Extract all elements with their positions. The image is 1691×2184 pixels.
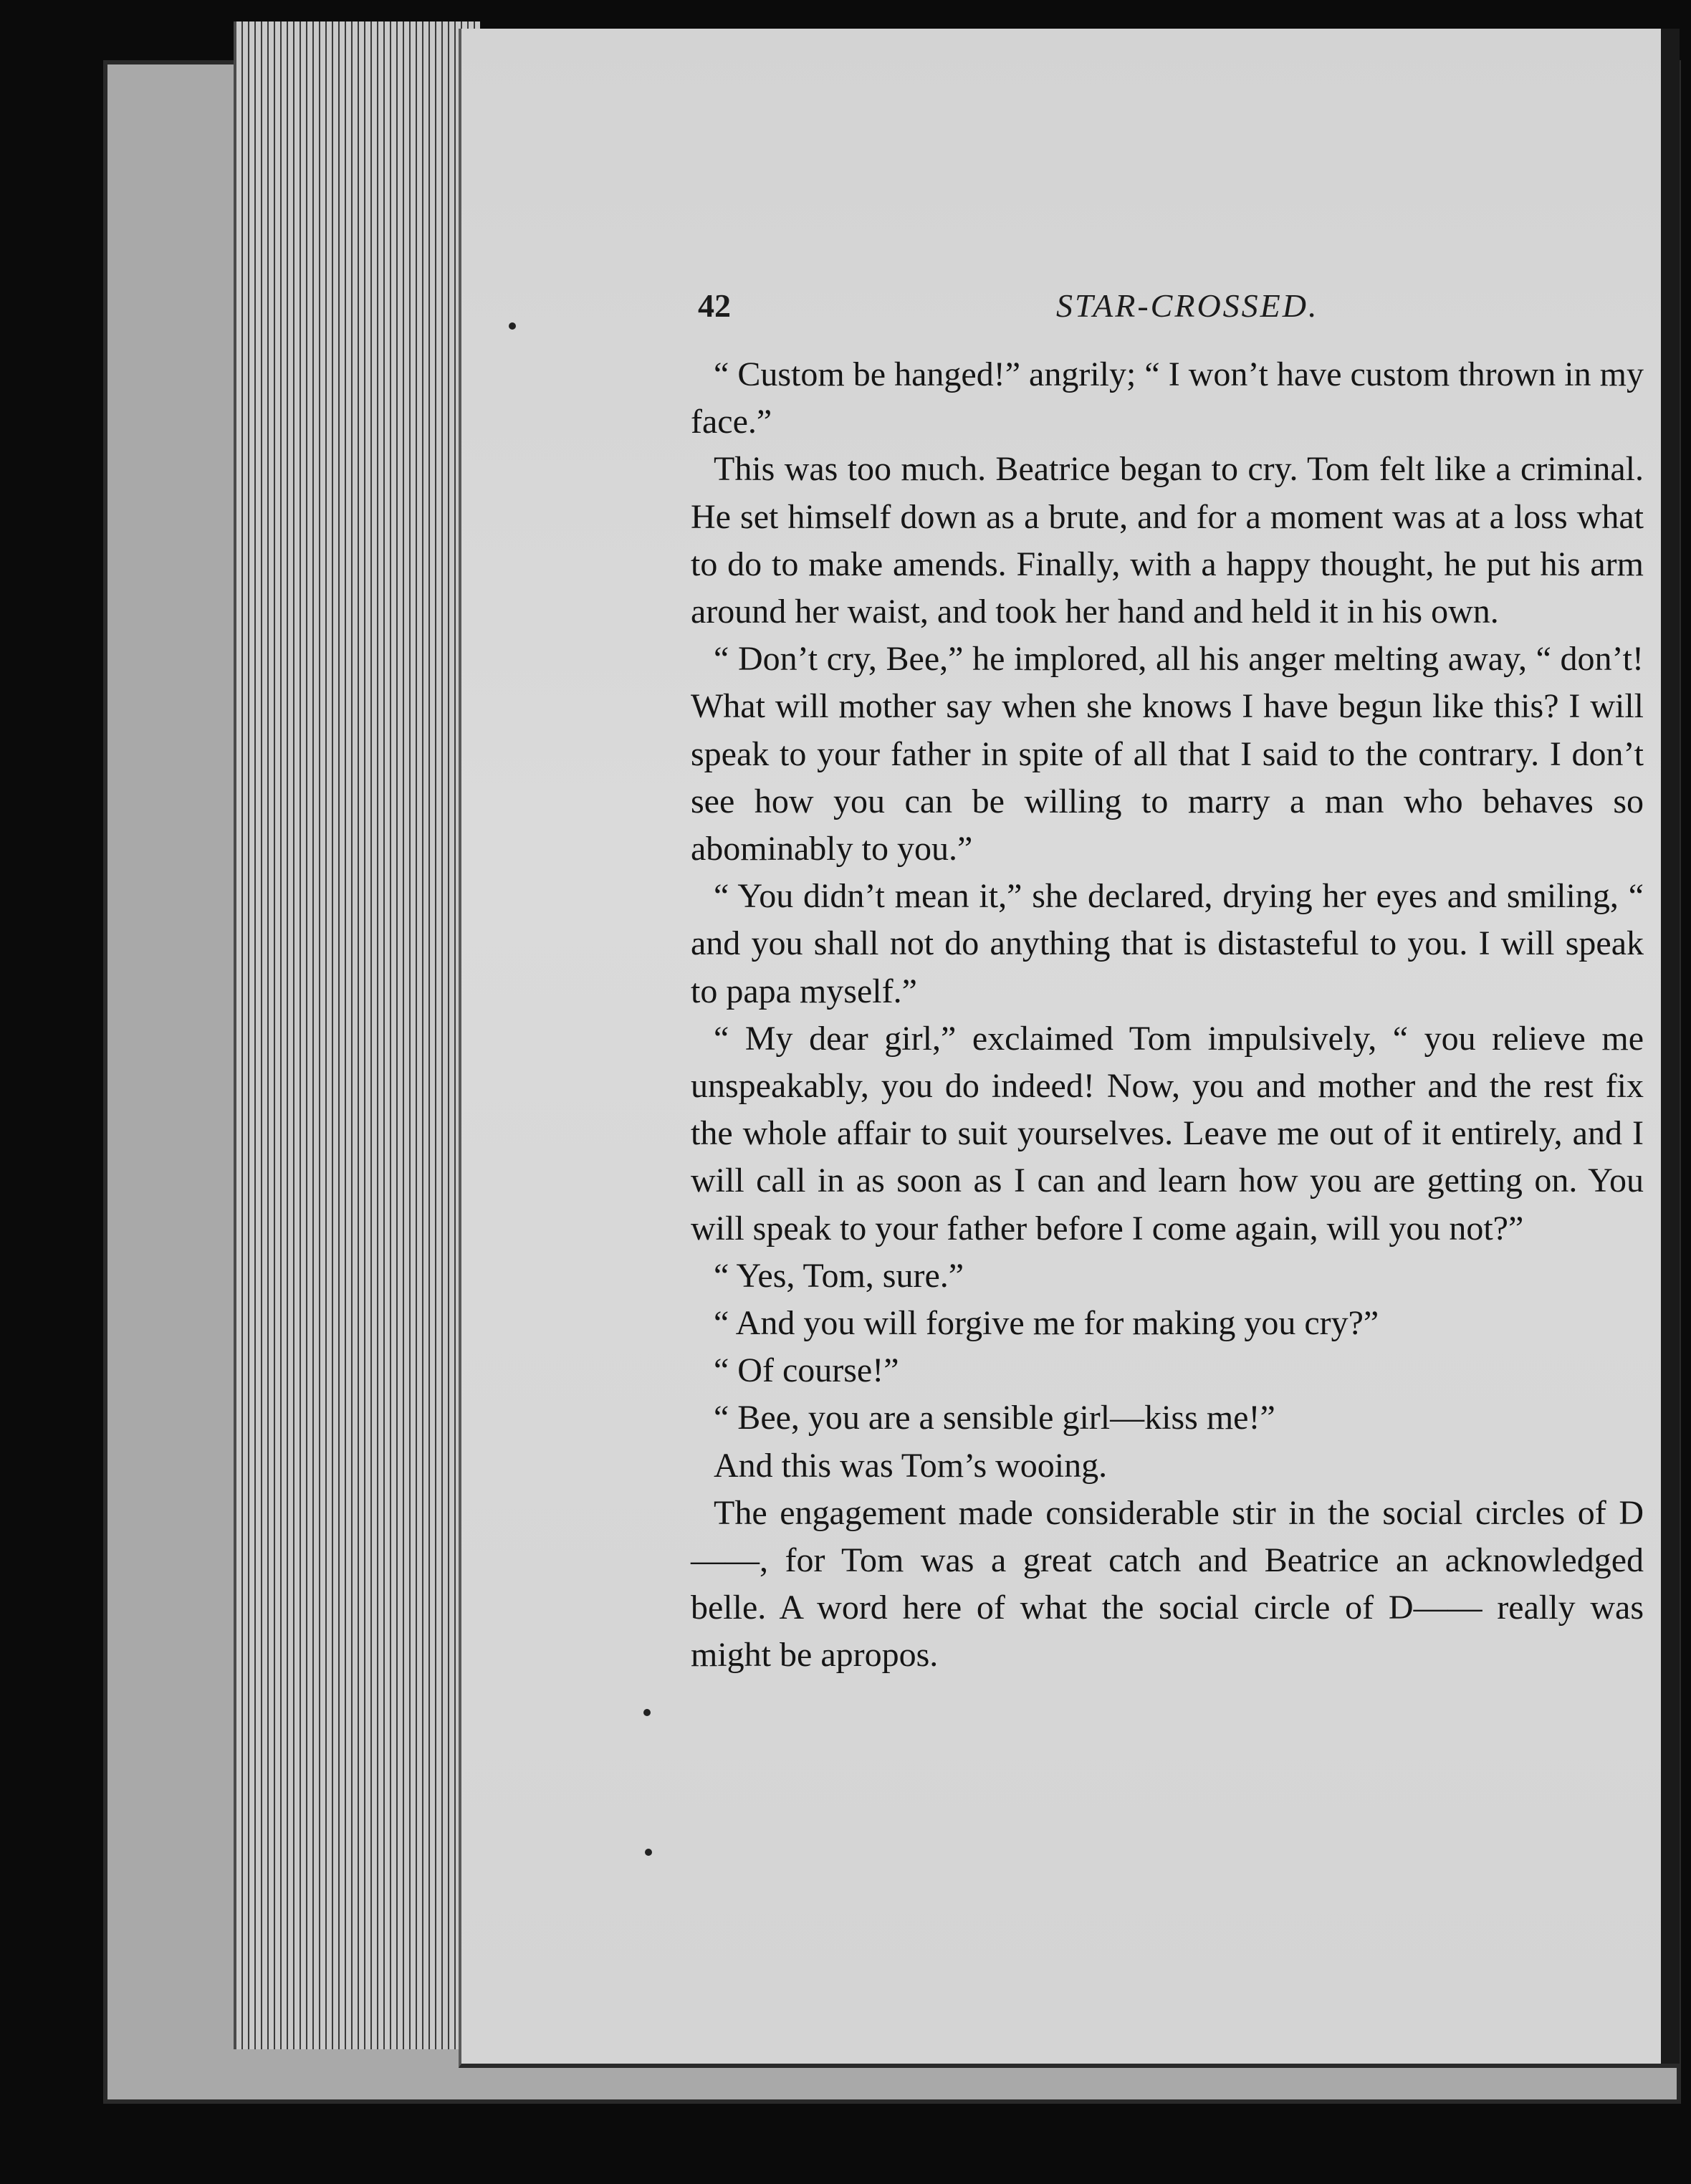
page-number: 42 — [698, 287, 731, 324]
paragraph: The engagement made considerable stir in the social circles of D——, for Tom was a great catch and Beatrice an acknowledged belle. A word here of what the social circle of D—— really was might be apropos. — [691, 1493, 1644, 1675]
paragraph: “ And you will forgive me for making you cry?” — [714, 1304, 1379, 1343]
body-text — [691, 351, 1644, 1680]
paragraph: “ My dear girl,” exclaimed Tom impulsively, “ you relieve me unspeakably, you do indeed! Now, you and mother and the rest fix the whole affair to suit yourselves. Leave me out of it entirely, and I will call in as soon as I can and learn how you are getting on. You will speak to your father before I come again, will you not?” — [691, 1019, 1644, 1247]
paragraph: “ You didn’t mean it,” she declared, drying her eyes and smiling, “ and you shall not do anything that is distasteful to you. I will speak to papa myself.” — [691, 877, 1644, 1010]
paragraph: This was too much. Beatrice began to cry. Tom felt like a criminal. He set himself down as a brute, and for a moment was at a loss what to do to make amends. Finally, with a happy thought, he put his arm around her waist, and took her hand and held it in his own. — [691, 450, 1644, 631]
paragraph: And this was Tom’s wooing. — [714, 1446, 1108, 1485]
book-page — [459, 29, 1680, 2068]
paragraph: “ Yes, Tom, sure.” — [714, 1256, 964, 1295]
page-right-edge — [1661, 29, 1680, 2064]
running-title: STAR-CROSSED. — [1056, 287, 1319, 324]
margin-dot — [643, 1709, 651, 1716]
running-head — [698, 287, 1644, 337]
paragraph: “ Bee, you are a sensible girl—kiss me!” — [714, 1399, 1275, 1437]
paragraph: “ Custom be hanged!” angrily; “ I won’t have custom thrown in my face.” — [691, 355, 1644, 441]
paragraph: “ Of course!” — [714, 1351, 899, 1390]
margin-dot — [509, 322, 516, 330]
margin-dot — [645, 1849, 652, 1856]
page-edges — [236, 21, 480, 2049]
paragraph: “ Don’t cry, Bee,” he implored, all his anger melting away, “ don’t! What will mother say when she knows I have begun like this? I will speak to your father in spite of all that I said to the contrary. I don’t see how you can be willing to marry a man who behaves so abominably to you.” — [691, 640, 1644, 868]
